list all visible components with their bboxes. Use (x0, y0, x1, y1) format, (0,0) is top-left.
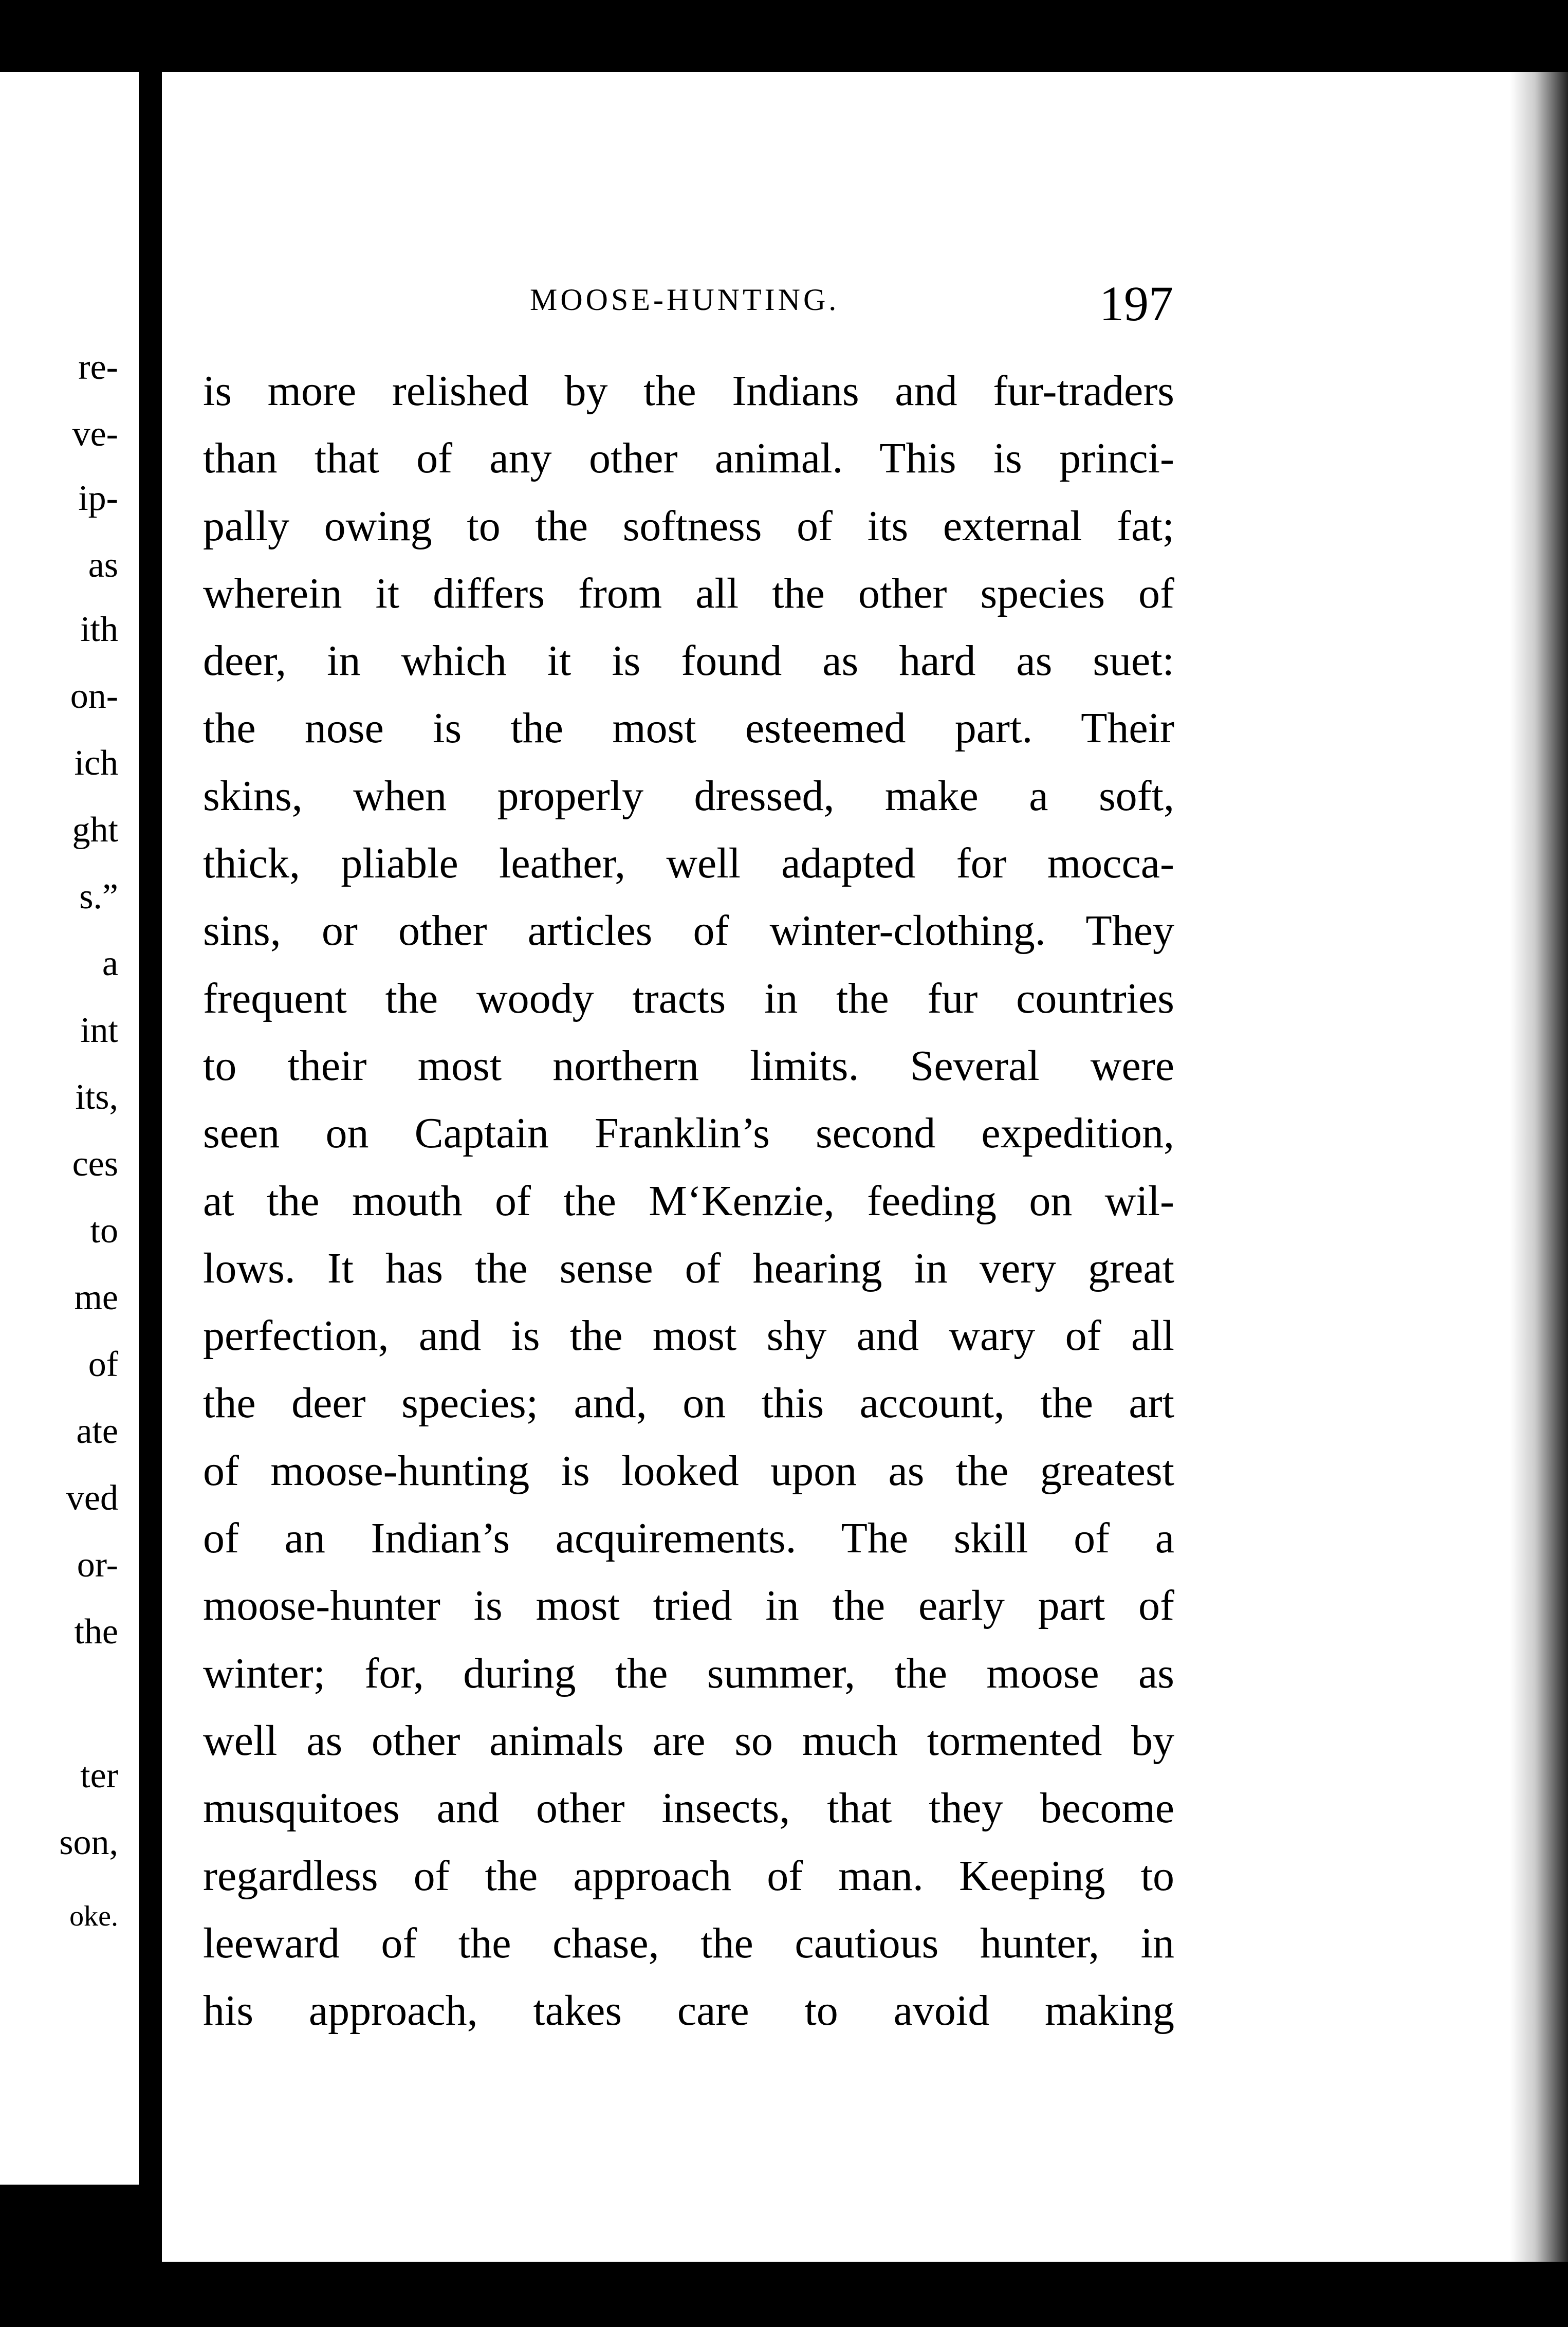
facing-page-fragment: to (90, 1211, 118, 1251)
facing-page-fragment: ith (80, 610, 118, 649)
text-line: of an Indian’s acquirements. The skill of a (203, 1514, 1174, 1563)
text-line: skins, when properly dressed, make a soft, (203, 772, 1174, 820)
book-page (162, 72, 1403, 2262)
text-line: regardless of the approach of man. Keeping to (203, 1852, 1174, 1900)
text-line: lows. It has the sense of hearing in very great (203, 1244, 1174, 1292)
facing-page-fragment: s.” (79, 877, 118, 917)
facing-page-fragment: oke. (69, 1900, 118, 1932)
body-text (203, 357, 1174, 2044)
text-line: his approach, takes care to avoid making (203, 1987, 1174, 2035)
facing-page-fragment: the (74, 1612, 118, 1652)
facing-page-fragment: int (80, 1011, 118, 1050)
facing-page-fragment: ich (74, 743, 118, 783)
facing-page-fragment: or- (77, 1545, 118, 1585)
facing-page-fragment: a (102, 944, 118, 983)
facing-page-fragment: on- (70, 676, 118, 716)
facing-page-fragment: ate (76, 1412, 118, 1451)
text-line: deer, in which it is found as hard as suet: (203, 637, 1174, 685)
text-line: to their most northern limits. Several were (203, 1041, 1174, 1090)
facing-page-fragment: as (88, 545, 118, 585)
facing-page-fragment: its, (75, 1077, 118, 1117)
facing-page-fragment: son, (59, 1823, 118, 1862)
facing-page-fragment: ved (66, 1478, 118, 1518)
text-line: leeward of the chase, the cautious hunter, in (203, 1919, 1174, 1967)
text-line: at the mouth of the M‘Kenzie, feeding on wil- (203, 1177, 1174, 1225)
text-line: than that of any other animal. This is princi- (203, 434, 1174, 483)
running-head (162, 275, 1403, 332)
facing-page-fragment: ve- (72, 414, 118, 454)
text-line: pally owing to the softness of its external fat; (203, 502, 1174, 550)
page-number: 197 (1099, 276, 1173, 331)
text-line: frequent the woody tracts in the fur countries (203, 974, 1174, 1022)
text-line: of moose-hunting is looked upon as the greatest (203, 1446, 1174, 1495)
text-line: is more relished by the Indians and fur-traders (203, 367, 1174, 415)
facing-page-strip (0, 72, 139, 2185)
facing-page-fragment: ght (72, 810, 118, 850)
text-line: perfection, and is the most shy and wary of all (203, 1312, 1174, 1360)
facing-page-fragment: ces (72, 1144, 118, 1184)
page-edge-shadow (1403, 72, 1568, 2262)
facing-page-fragment: me (74, 1278, 118, 1317)
text-line: the deer species; and, on this account, the art (203, 1379, 1174, 1427)
text-line: wherein it differs from all the other species of (203, 569, 1174, 617)
text-line: thick, pliable leather, well adapted for mocca- (203, 839, 1174, 888)
facing-page-fragment: ip- (78, 479, 118, 518)
facing-page-fragment: of (88, 1345, 118, 1384)
text-line: winter; for, during the summer, the moose as (203, 1649, 1174, 1697)
text-line: well as other animals are so much tormented by (203, 1716, 1174, 1765)
text-line: moose-hunter is most tried in the early part of (203, 1582, 1174, 1630)
text-line: seen on Captain Franklin’s second expedition, (203, 1109, 1174, 1158)
text-line: sins, or other articles of winter-clothing. They (203, 907, 1174, 955)
text-line: musquitoes and other insects, that they become (203, 1784, 1174, 1833)
facing-page-fragment: ter (80, 1756, 118, 1795)
running-title: MOOSE-HUNTING. (530, 283, 840, 317)
text-line: the nose is the most esteemed part. Their (203, 704, 1174, 753)
facing-page-fragment: re- (78, 347, 118, 387)
